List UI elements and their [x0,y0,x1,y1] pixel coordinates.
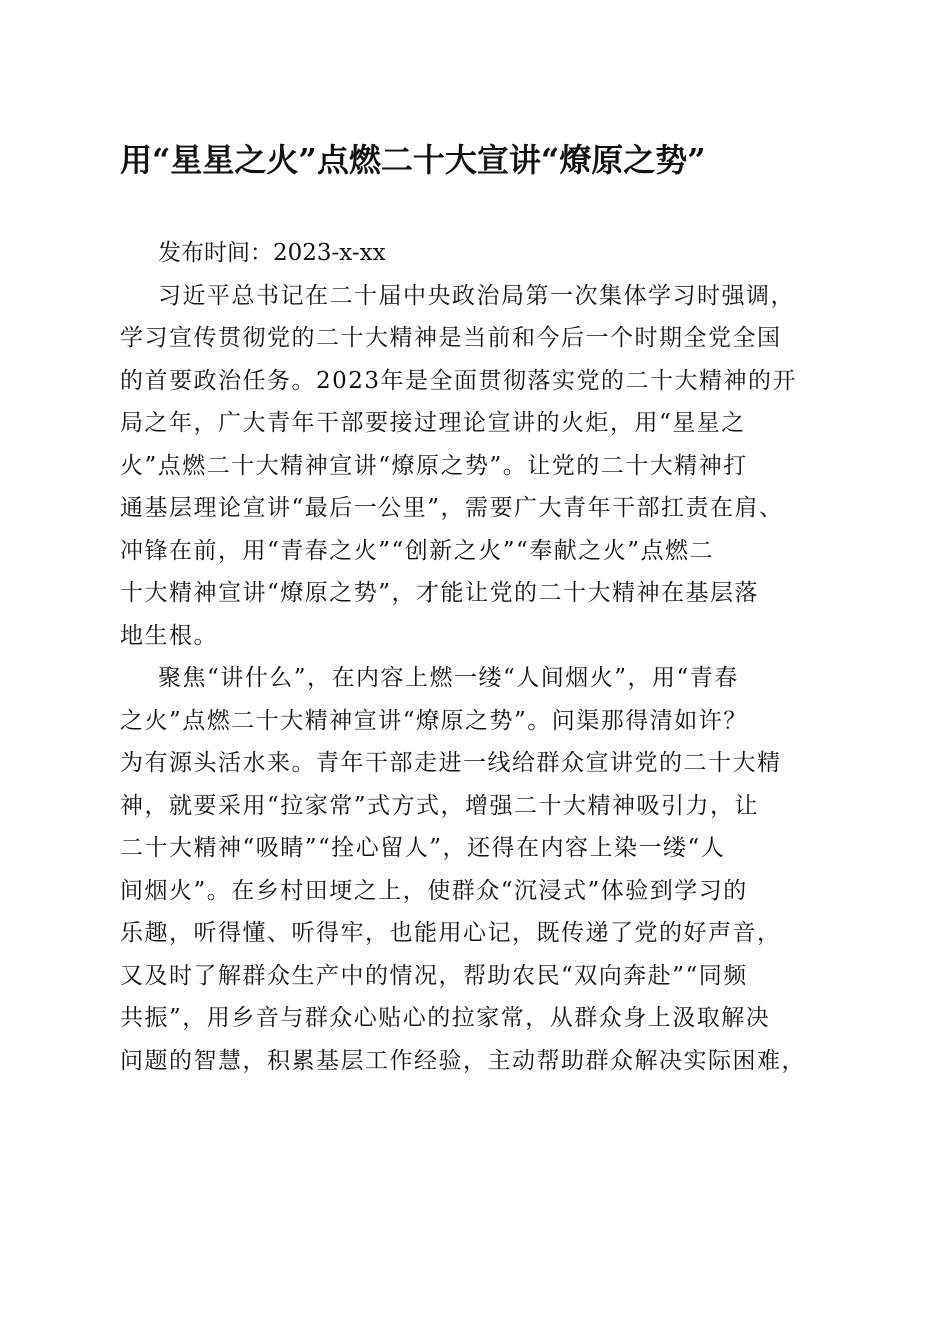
paragraph-2 [120,657,828,1082]
publish-date: 发布时间：2023-x-xx [158,240,386,266]
text-line: 问题的智慧，积累基层工作经验，主动帮助群众解决实际困难， [120,1047,806,1074]
paragraph-1 [120,275,828,658]
document-body [120,232,828,1082]
document-title: 用“星星之火”点燃二十大宣讲“燎原之势” [120,141,706,179]
text-line: 之火”点燃二十大精神宣讲“燎原之势”。问渠那得清如许？ [120,707,748,734]
text-line: 习近平总书记在二十届中央政治局第一次集体学习时强调， [158,282,795,309]
text-line: 又及时了解群众生产中的情况，帮助农民“双向奔赴”“同频 [120,962,748,989]
text-line: 局之年，广大青年干部要接过理论宣讲的火炬，用“星星之 [120,410,746,436]
text-line: 乐趣，听得懂、听得牢，也能用心记，既传递了党的好声音， [120,920,782,946]
text-line: 冲锋在前，用“青春之火”“创新之火”“奉献之火”点燃二 [120,537,715,564]
text-line: 通基层理论宣讲“最后一公里”，需要广大青年干部扛责在肩、 [120,495,784,521]
text-line: 火”点燃二十大精神宣讲“燎原之势”。让党的二十大精神打 [120,452,748,479]
text-line: 共振”，用乡音与群众心贴心的拉家常，从群众身上汲取解决 [120,1005,771,1031]
text-line: 神，就要采用“拉家常”式方式，增强二十大精神吸引力，让 [120,792,760,819]
text-line: 聚焦“讲什么”，在内容上燃一缕“人间烟火”，用“青春 [158,665,739,691]
text-line: 十大精神宣讲“燎原之势”，才能让党的二十大精神在基层落 [120,580,760,606]
text-line: 的首要政治任务。2023年是全面贯彻落实党的二十大精神的开 [120,367,798,394]
text-line: 为有源头活水来。青年干部走进一线给群众宣讲党的二十大精 [120,750,782,776]
text-line: 间烟火”。在乡村田埂之上，使群众“沉浸式”体验到学习的 [120,877,748,904]
text-line: 二十大精神“吸睛”“拴心留人”，还得在内容上染一缕“人 [120,835,726,861]
text-line: 地生根。 [120,622,218,649]
text-line: 学习宣传贯彻党的二十大精神是当前和今后一个时期全党全国 [120,325,782,351]
